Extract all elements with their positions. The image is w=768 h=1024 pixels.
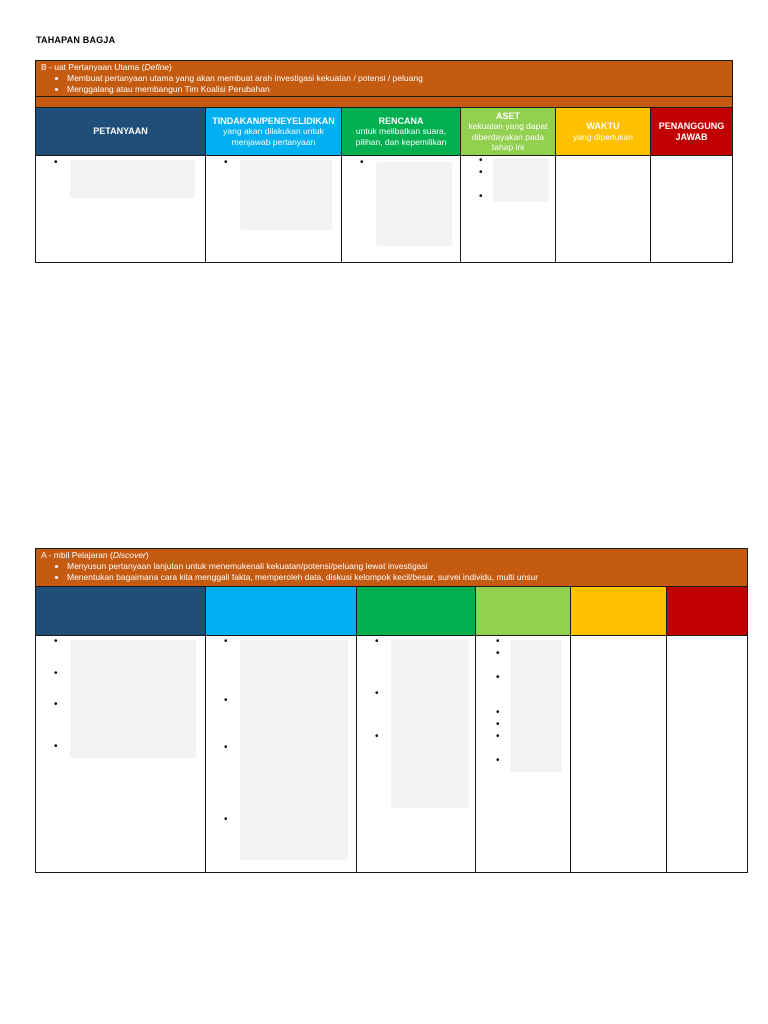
blurred-text [70, 160, 195, 198]
section-b-header-row [36, 108, 732, 156]
cell-tindakan [206, 156, 342, 262]
bullet: • [54, 741, 58, 752]
cell-penanggung-jawab [651, 156, 732, 262]
bullet: • [496, 672, 500, 683]
col-waktu-header: WAKTU yang diperlukan [556, 108, 651, 156]
blurred-text [376, 162, 452, 246]
bullet: • [224, 636, 228, 647]
bullet: • [224, 742, 228, 753]
section-b-bullet: • Membuat pertanyaan utama yang akan membuat arah investigasi kekuatan / potensi / peluang [67, 73, 729, 84]
section-a-title: A - mbil Pelajaran (Discover) [41, 550, 149, 560]
bullet: • [496, 648, 500, 659]
bullet: • [479, 191, 483, 202]
blurred-text [493, 158, 549, 202]
cell-aset [461, 156, 556, 262]
col-penanggung-jawab-header: PENANGGUNG JAWAB [651, 108, 732, 156]
cell-waktu [556, 156, 651, 262]
bullet: • [224, 695, 228, 706]
col-4-header [476, 587, 571, 636]
bullet: • [54, 157, 58, 168]
section-a-table [35, 548, 748, 873]
col-aset-header: ASET kekuatan yang dapat diberdayakan pada tahap ini [461, 108, 556, 156]
section-a-bullet: • Menentukan bagaimana cara kita menggali fakta, memperoleh data, diskusi kelompok kecil/besar, survei individu, multi unsur [67, 572, 744, 583]
bullet: • [224, 814, 228, 825]
blurred-text [70, 640, 196, 758]
cell-col-1 [36, 636, 206, 872]
col-rencana-header: RENCANA untuk melibatkan suara, pilihan, dan kepemilikan [342, 108, 461, 156]
bullet: • [479, 167, 483, 178]
bullet: • [479, 155, 483, 166]
section-b-bullet: • Menggalang atau membangun Tim Koalisi Perubahan [67, 84, 729, 95]
section-b-table [35, 60, 733, 263]
section-a-bullets [39, 561, 744, 583]
section-a-header-row [36, 587, 747, 636]
section-b-bullets [39, 73, 729, 95]
cell-col-4 [476, 636, 571, 872]
bullet: • [54, 636, 58, 647]
col-6-header [667, 587, 747, 636]
col-1-header [36, 587, 206, 636]
bullet: • [496, 707, 500, 718]
cell-col-3 [357, 636, 476, 872]
col-tindakan-header: TINDAKAN/PENEYELIDIKAN yang akan dilakukan untuk menjawab pertanyaan [206, 108, 342, 156]
bullet: • [496, 719, 500, 730]
col-pertanyaan-header: PETANYAAN [36, 108, 206, 156]
bullet: • [54, 668, 58, 679]
page-title: TAHAPAN BAGJA [36, 35, 116, 45]
bullet: • [375, 688, 379, 699]
cell-col-5 [571, 636, 667, 872]
section-a-bullet: • Menyusun pertanyaan lanjutan untuk menemukenali kekuatan/potensi/peluang lewat investigasi [67, 561, 744, 572]
section-b-header [36, 61, 732, 97]
blurred-text [510, 640, 562, 772]
section-b-title: B - uat Pertanyaan Utama (Define) [41, 62, 172, 72]
bullet: • [496, 731, 500, 742]
blurred-text [391, 640, 469, 808]
section-a-header [36, 549, 747, 587]
section-b-spacer [36, 97, 732, 108]
cell-col-2 [206, 636, 357, 872]
col-3-header [357, 587, 476, 636]
cell-rencana [342, 156, 461, 262]
bullet: • [54, 699, 58, 710]
section-a-body-row [36, 636, 747, 872]
bullet: • [375, 636, 379, 647]
cell-pertanyaan [36, 156, 206, 262]
blurred-text [240, 640, 348, 860]
section-b-body-row [36, 156, 732, 262]
bullet: • [360, 157, 364, 168]
blurred-text [240, 160, 332, 230]
col-5-header [571, 587, 667, 636]
bullet: • [375, 731, 379, 742]
col-2-header [206, 587, 357, 636]
bullet: • [496, 636, 500, 647]
bullet: • [496, 755, 500, 766]
cell-col-6 [667, 636, 747, 872]
bullet: • [224, 157, 228, 168]
